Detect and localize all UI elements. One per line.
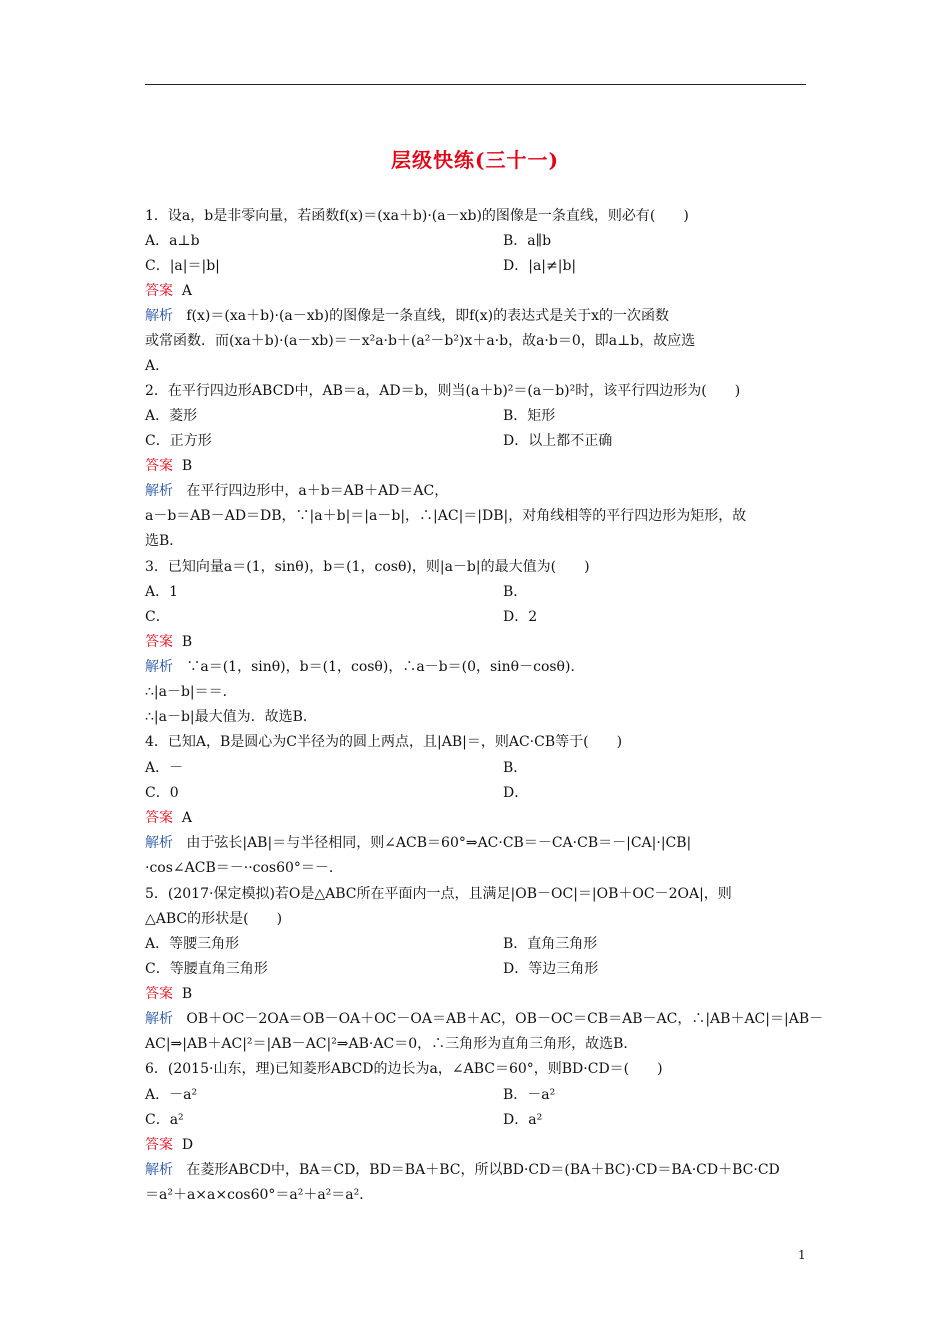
q2-option-a: A．菱形 <box>145 408 198 424</box>
answer-label: 答案 <box>145 634 173 650</box>
solution-label: 解析 <box>145 1011 173 1027</box>
q1-stem: 1．设a，b是非零向量，若函数f(x)＝(xa＋b)·(a－xb)的图像是一条直线，则必有( ) <box>145 208 689 224</box>
q1-solution-1 <box>145 306 669 326</box>
q6-option-c: C．a² <box>145 1112 184 1128</box>
q1-option-b: B．a∥b <box>503 233 552 249</box>
q4-option-a: A．－ <box>145 760 184 776</box>
q2-solution-3: 选B． <box>145 533 184 549</box>
q3-option-a: A．1 <box>145 584 179 600</box>
q3-stem: 3．已知向量a＝(1，sinθ)，b＝(1，cosθ)，则|a－b|的最大值为( ) <box>145 559 590 575</box>
q4-answer: A <box>181 810 193 826</box>
q4-option-d: D． <box>503 785 529 801</box>
q2-answer-row <box>145 456 192 476</box>
page-number: 1 <box>798 1248 806 1262</box>
q3-solution-3: ∴|a－b|最大值为．故选B． <box>145 709 317 725</box>
q3-answer: B <box>181 634 193 650</box>
q6-solution-text-1: 在菱形ABCD中，BA＝CD，BD＝BA＋BC，所以BD·CD＝(BA＋BC)·CD＝BA·CD＋BC·CD <box>186 1162 780 1178</box>
q1-solution-2: 或常函数．而(xa＋b)·(a－xb)＝－x²a·b＋(a²－b²)x＋a·b，故a·b＝0，即a⊥b，故应选 <box>145 333 696 349</box>
answer-label: 答案 <box>145 810 173 826</box>
q2-solution-1 <box>145 481 448 501</box>
answer-label: 答案 <box>145 1137 173 1153</box>
q3-option-c: C． <box>145 609 170 625</box>
q1-option-a: A．a⊥b <box>145 233 200 249</box>
q5-option-b: B．直角三角形 <box>503 936 598 952</box>
q1-option-d: D．|a|≠|b| <box>503 258 577 274</box>
q6-option-a: A．－a² <box>145 1087 198 1103</box>
q6-option-b: B．－a² <box>503 1087 556 1103</box>
q5-option-a: A．等腰三角形 <box>145 936 240 952</box>
q5-solution-2: AC|⇒|AB＋AC|²＝|AB－AC|²⇒AB·AC＝0，∴三角形为直角三角形，故选B． <box>145 1036 638 1052</box>
q4-solution-2: ·cos∠ACB＝－··cos60°＝－． <box>145 860 343 876</box>
solution-label: 解析 <box>145 659 173 675</box>
q5-stem-2: △ABC的形状是( ) <box>145 911 283 927</box>
q5-stem-1: 5．(2017·保定模拟)若O是△ABC所在平面内一点，且满足|OB－OC|＝|OB＋OC－2OA|，则 <box>145 886 732 902</box>
q4-solution-1 <box>145 833 691 853</box>
q3-option-b: B． <box>503 584 528 600</box>
q2-option-d: D．以上都不正确 <box>503 433 613 449</box>
q4-option-c: C．0 <box>145 785 179 801</box>
q2-solution-2: a－b＝AB－AD＝DB，∵|a＋b|＝|a－b|，∴|AC|＝|DB|，对角线相等的平行四边形为矩形，故 <box>145 508 747 524</box>
q3-solution-2: ∴|a－b|＝＝． <box>145 684 237 700</box>
q1-solution-3: A． <box>145 358 170 374</box>
q2-answer: B <box>181 458 193 474</box>
q2-solution-text-1: 在平行四边形中，a＋b＝AB＋AD＝AC， <box>186 483 449 499</box>
page-title: 层级快练(三十一) <box>391 148 559 172</box>
q6-answer-row <box>145 1135 193 1155</box>
solution-label: 解析 <box>145 308 173 324</box>
q6-solution-2: ＝a²＋a×a×cos60°＝a²＋a²＝a²． <box>145 1187 374 1203</box>
q6-answer: D <box>181 1137 194 1153</box>
header-rule <box>145 84 806 85</box>
q3-answer-row <box>145 632 192 652</box>
q5-answer: B <box>181 986 193 1002</box>
answer-label: 答案 <box>145 283 173 299</box>
solution-label: 解析 <box>145 835 173 851</box>
q4-stem: 4．已知A，B是圆心为C半径为的圆上两点，且|AB|＝，则AC·CB等于( ) <box>145 734 623 750</box>
q5-solution-text-1: OB＋OC－2OA＝OB－OA＋OC－OA＝AB＋AC，OB－OC＝CB＝AB－AC，∴|AB＋AC|＝|AB－ <box>186 1011 824 1027</box>
q4-answer-row <box>145 808 192 828</box>
q5-solution-1 <box>145 1009 823 1029</box>
q5-option-c: C．等腰直角三角形 <box>145 961 268 977</box>
q3-solution-1 <box>145 657 584 677</box>
q3-solution-text-1: ∵a＝(1，sinθ)，b＝(1，cosθ)，∴a－b＝(0，sinθ－cosθ)． <box>186 659 585 675</box>
q1-answer: A <box>181 283 193 299</box>
q1-option-c: C．|a|＝|b| <box>145 258 220 274</box>
q6-stem: 6．(2015·山东，理)已知菱形ABCD的边长为a，∠ABC＝60°，则BD·CD＝( ) <box>145 1061 663 1077</box>
q2-stem: 2．在平行四边形ABCD中，AB＝a，AD＝b，则当(a＋b)²＝(a－b)²时，该平行四边形为( ) <box>145 383 741 399</box>
q5-option-d: D．等边三角形 <box>503 961 599 977</box>
q1-solution-text-1: f(x)＝(xa＋b)·(a－xb)的图像是一条直线，即f(x)的表达式是关于x的一次函数 <box>186 308 669 324</box>
q6-option-d: D．a² <box>503 1112 543 1128</box>
q4-option-b: B． <box>503 760 528 776</box>
q4-solution-text-1: 由于弦长|AB|＝与半径相同，则∠ACB＝60°⇒AC·CB＝－CA·CB＝－|CA|·|CB| <box>186 835 692 851</box>
solution-label: 解析 <box>145 483 173 499</box>
q1-answer-row <box>145 281 192 301</box>
q5-answer-row <box>145 984 192 1004</box>
answer-label: 答案 <box>145 986 173 1002</box>
answer-label: 答案 <box>145 458 173 474</box>
q3-option-d: D．2 <box>503 609 538 625</box>
q2-option-b: B．矩形 <box>503 408 556 424</box>
q2-option-c: C．正方形 <box>145 433 212 449</box>
q6-solution-1 <box>145 1160 780 1180</box>
solution-label: 解析 <box>145 1162 173 1178</box>
